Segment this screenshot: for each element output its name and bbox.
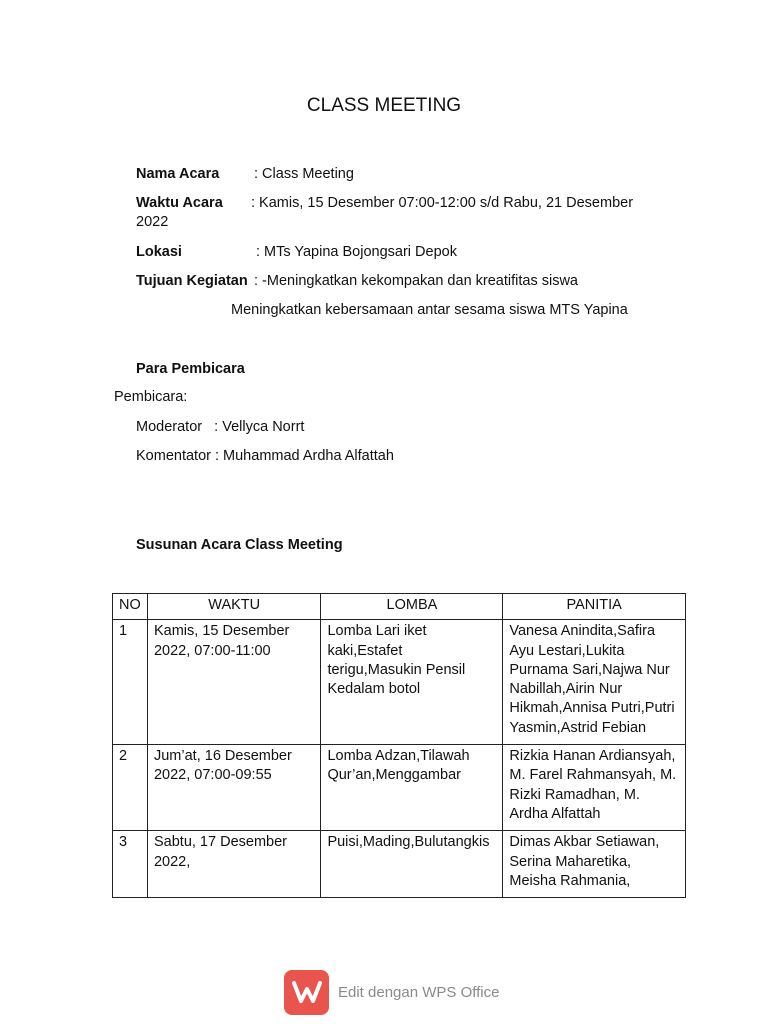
tujuan-kegiatan-label: Tujuan Kegiatan [136,273,248,289]
document-title: CLASS MEETING [306,95,462,116]
row-waktu: Kamis, 15 Desember 2022, 07:00-11:00 [147,620,320,745]
row-panitia: Vanesa Anindita,Safira Ayu Lestari,Lukita Purnama Sari,Najwa Nur Nabillah,Airin Nur Hikmah,Annisa Putri,Putri Yasmin,Astrid Febian [503,620,686,745]
moderator-line: Moderator : Vellyca Norrt [136,419,305,435]
para-pembicara-heading: Para Pembicara [136,361,245,377]
nama-acara-value: : Class Meeting [254,166,354,182]
header-waktu: WAKTU [147,594,320,620]
komentator-line: Komentator : Muhammad Ardha Alfattah [136,448,394,464]
wps-office-logo-icon [284,970,329,1015]
row-lomba: Lomba Adzan,Tilawah Qur’an,Menggambar [321,745,503,831]
tujuan-kegiatan-value-2: Meningkatkan kebersamaan antar sesama siswa MTS Yapina [231,302,628,318]
row-panitia: Rizkia Hanan Ardiansyah, M. Farel Rahmansyah, M. Rizki Ramadhan, M. Ardha Alfattah [503,745,686,831]
lokasi-value: : MTs Yapina Bojongsari Depok [256,244,457,260]
nama-acara-label: Nama Acara [136,166,220,182]
tujuan-kegiatan-value: : -Meningkatkan kekompakan dan kreatifitas siswa [254,273,578,289]
header-lomba: LOMBA [321,594,503,620]
lokasi-label: Lokasi [136,244,182,260]
table-row [113,745,686,831]
table-header-row [113,594,686,620]
table-row [113,620,686,745]
row-lomba: Puisi,Mading,Bulutangkis [321,831,503,898]
waktu-acara-value-cont: 2022 [136,214,169,230]
table-row [113,831,686,898]
waktu-acara-label: Waktu Acara [136,195,223,211]
wps-edit-text: Edit dengan WPS Office [338,983,500,1001]
row-waktu: Sabtu, 17 Desember 2022, [147,831,320,898]
pembicara-intro: Pembicara: [114,389,188,405]
susunan-acara-heading: Susunan Acara Class Meeting [136,537,343,553]
header-no: NO [113,594,148,620]
row-waktu: Jum’at, 16 Desember 2022, 07:00-09:55 [147,745,320,831]
row-no: 2 [113,745,148,831]
row-lomba: Lomba Lari iket kaki,Estafet terigu,Masukin Pensil Kedalam botol [321,620,503,745]
row-no: 1 [113,620,148,745]
header-panitia: PANITIA [503,594,686,620]
wps-edit-banner[interactable] [284,969,499,1015]
row-no: 3 [113,831,148,898]
waktu-acara-value: : Kamis, 15 Desember 07:00-12:00 s/d Rabu, 21 Desember [251,195,634,211]
schedule-table [112,593,686,898]
row-panitia: Dimas Akbar Setiawan, Serina Maharetika, Meisha Rahmania, [503,831,686,898]
